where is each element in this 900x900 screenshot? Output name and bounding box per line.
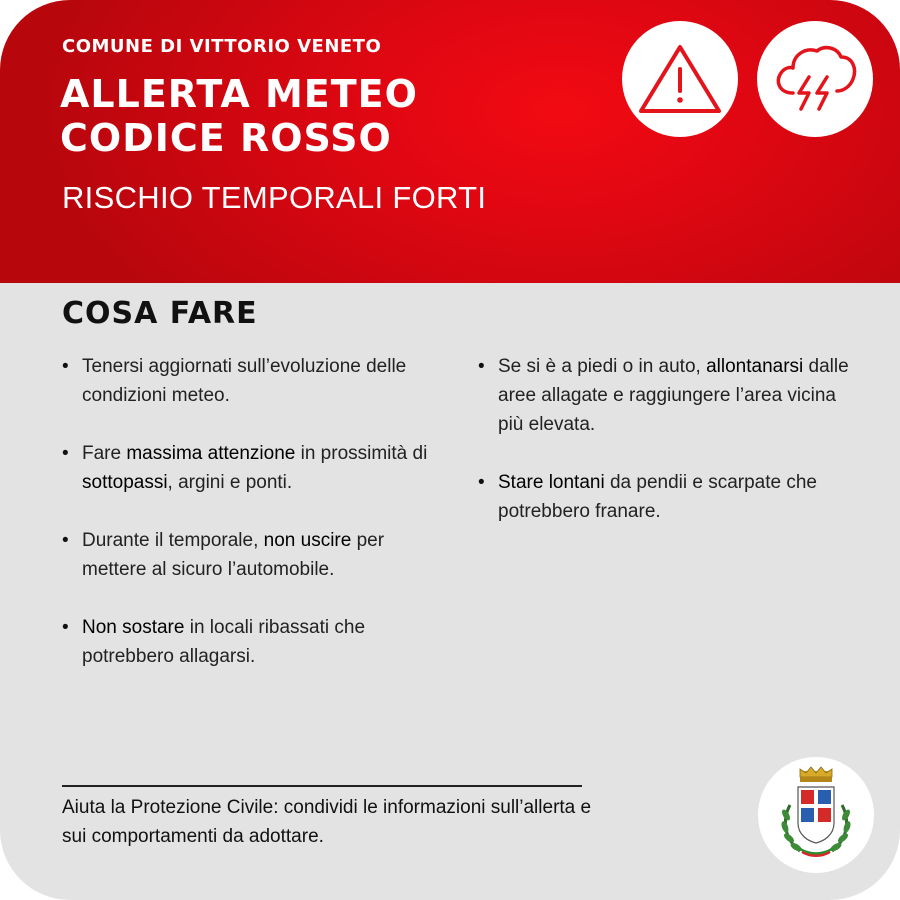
advice-text: in locali ribassati che potrebbero allagarsi. xyxy=(82,617,366,667)
bullet-icon: • xyxy=(62,356,69,377)
alert-title-line-2: CODICE ROSSO xyxy=(60,116,392,160)
advice-item xyxy=(478,468,858,526)
advice-text: Durante il temporale, xyxy=(82,530,264,551)
advice-text: da pendii e scarpate che potrebbero franare. xyxy=(498,472,817,522)
advice-emphasis: sottopassi xyxy=(82,472,168,493)
advice-emphasis: massima attenzione xyxy=(126,443,296,464)
advice-item xyxy=(62,439,442,497)
alert-subtitle: RISCHIO TEMPORALI FORTI xyxy=(62,180,487,215)
alert-header xyxy=(0,0,900,283)
footer-divider xyxy=(62,785,582,787)
bullet-icon: • xyxy=(62,443,69,464)
bullet-icon: • xyxy=(62,617,69,638)
advice-text: dalle aree allagate e raggiungere l’area vicina più elevata. xyxy=(498,356,849,435)
bullet-icon: • xyxy=(478,472,485,493)
storm-cloud-icon xyxy=(757,21,873,137)
advice-emphasis: Stare lontani xyxy=(498,472,605,493)
advice-emphasis: non uscire xyxy=(263,530,352,551)
advice-column-left xyxy=(62,352,442,700)
municipal-crest-icon xyxy=(758,757,874,873)
advice-item xyxy=(62,352,442,410)
section-title: COSA FARE xyxy=(62,296,258,331)
bullet-icon: • xyxy=(62,530,69,551)
advice-text: per mettere al sicuro l’automobile. xyxy=(82,530,385,580)
advice-item xyxy=(62,526,442,584)
advice-column-right xyxy=(478,352,858,555)
warning-triangle-icon xyxy=(622,21,738,137)
advice-emphasis: Non sostare xyxy=(82,617,185,638)
municipality-name: COMUNE DI VITTORIO VENETO xyxy=(62,36,382,57)
advice-text: , argini e ponti. xyxy=(167,472,293,493)
bullet-icon: • xyxy=(478,356,485,377)
alert-title-line-1: ALLERTA METEO xyxy=(60,72,418,116)
advice-emphasis: allontanarsi xyxy=(706,356,804,377)
advice-text: Tenersi aggiornati sull’evoluzione delle condizioni meteo. xyxy=(82,356,407,406)
advice-text: in prossimità di xyxy=(295,443,428,464)
footer-text: Aiuta la Protezione Civile: condividi le informazioni sull’allerta e sui comportamenti da adottare. xyxy=(62,797,592,847)
advice-text: Fare xyxy=(82,443,127,464)
advice-item xyxy=(478,352,858,439)
alert-title xyxy=(60,72,418,160)
advice-text: Se si è a piedi o in auto, xyxy=(498,356,707,377)
advice-item xyxy=(62,613,442,671)
